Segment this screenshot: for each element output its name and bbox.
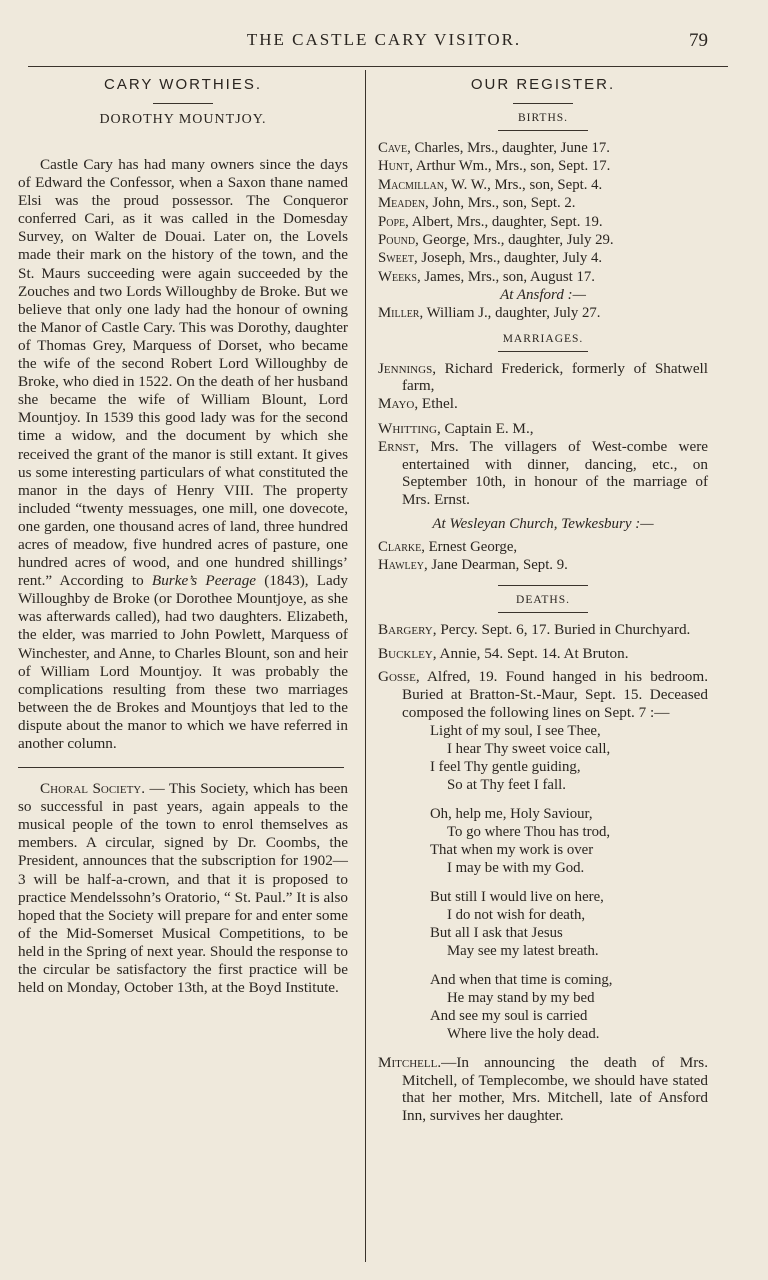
notice-title: Choral Society. <box>40 780 146 798</box>
list-item: Pound, George, Mrs., daughter, July 29. <box>378 232 614 249</box>
section-heading-cary-worthies: CARY WORTHIES. <box>103 76 263 93</box>
heading-rule <box>153 103 213 104</box>
list-item: Buckley, Annie, 54. Sept. 14. At Bruton. <box>378 644 629 662</box>
list-item: Whitting, Captain E. M., <box>378 420 534 438</box>
wesleyan-label: At Wesleyan Church, Tewkesbury :— <box>432 516 654 533</box>
section-heading-register: OUR REGISTER. <box>470 76 616 93</box>
list-item: Weeks, James, Mrs., son, August 17. <box>378 268 595 285</box>
list-item: Hawley, Jane Dearman, Sept. 9. <box>378 557 568 574</box>
births-list <box>378 139 708 286</box>
page-number: 79 <box>689 30 708 51</box>
list-item: Macmillan, W. W., Mrs., son, Sept. 4. <box>378 176 603 193</box>
list-item: Clarke, Ernest George, <box>378 539 518 556</box>
list-item: Jennings, Richard Frederick, formerly of Shatwell farm, <box>378 359 708 395</box>
list-item: Cave, Charles, Mrs., daughter, June 17. <box>378 140 610 156</box>
list-item: Hunt, Arthur Wm., Mrs., son, Sept. 17. <box>378 158 611 175</box>
left-column <box>18 76 348 997</box>
poem-stanza: But still I would live on here, I do not wish for death, But all I ask that Jesus May see my latest breath. <box>430 888 604 959</box>
marriages-heading: MARRIAGES. <box>502 332 584 345</box>
births-heading: BIRTHS. <box>517 112 569 124</box>
ansford-label: At Ansford :— <box>500 287 586 304</box>
list-item: Meaden, John, Mrs., son, Sept. 2. <box>378 195 576 212</box>
article-title: DOROTHY MOUNTJOY. <box>99 112 267 127</box>
poem-stanza: Light of my soul, I see Thee, I hear Thy sweet voice call, I feel Thy gentle guiding, So at Thy feet I fall. <box>430 722 611 793</box>
poem-stanza: And when that time is coming, He may stand by my bed And see my soul is carried Where live the holy dead. <box>430 971 613 1042</box>
choral-society-notice: Choral Society. — This Society, which has been so successful in past years, again appeals to the musical people of the town to enrol themselves as members. A circular, signed by Dr. Coombs, the President, announces that the subscription for 1902—3 will be half-a-crown, and that it is proposed to practice Mendelssohn’s Oratorio, “ St. Paul.” It is also hoped that the Society will prepare for and enter some of the Mid-Somerset Musical Competitions, to be held in the Spring of next year. Should the response to the circular be satisfactory the first practice will be held on Monday, October 13th, at the Boyd Institute. <box>18 780 348 997</box>
running-header: THE CASTLE CARY VISITOR. <box>246 30 522 49</box>
list-item: Miller, William J., daughter, July 27. <box>378 305 601 322</box>
marriages-rule <box>498 351 588 352</box>
section-separator <box>18 767 344 768</box>
list-item: Ernst, Mrs. The villagers of West-combe were entertained with dinner, dancing, etc., on September 10th, in honour of the marriage of Mrs. Ernst. <box>378 437 708 509</box>
right-column <box>378 76 708 1125</box>
list-item: Mayo, Ethel. <box>378 395 458 413</box>
mitchell-correction: Mitchell.—In announcing the death of Mrs. Mitchell, of Templecombe, we should have stated that her mother, Mrs. Mitchell, late of Ansford Inn, survives her daughter. <box>378 1053 708 1125</box>
list-item: Pope, Albert, Mrs., daughter, Sept. 19. <box>378 213 603 230</box>
column-divider <box>365 70 366 1262</box>
poem-stanza: Oh, help me, Holy Saviour, To go where Thou has trod, That when my work is over I may be with my God. <box>430 805 611 876</box>
heading-rule <box>513 103 573 104</box>
deaths-rule <box>498 612 588 613</box>
list-item: Gosse, Alfred, 19. Found hanged in his bedroom. Buried at Bratton-St.-Maur, Sept. 15. Deceased composed the following lines on Sept. 7 :— <box>378 668 708 722</box>
deaths-top-rule <box>498 585 588 586</box>
poem <box>378 722 708 1043</box>
deaths-heading: DEATHS. <box>516 593 570 606</box>
book-title: Burke’s Peerage <box>151 572 257 590</box>
births-rule <box>498 130 588 131</box>
header-rule <box>28 66 728 67</box>
list-item: Bargery, Percy. Sept. 6, 17. Buried in Churchyard. <box>378 620 691 638</box>
list-item: Sweet, Joseph, Mrs., daughter, July 4. <box>378 250 603 267</box>
article-body: Castle Cary has had many owners since the days of Edward the Confessor, when a Saxon thane named Elsi was the proud possessor. The Conqueror conferred Cari, as it was called in the Domesday Survey, on Walter de Douai. Later on, the Lovels made their mark on the history of the town, and the St. Maurs succeeding were again succeeded by the Zouches and two Lords Willoughby de Broke. But we believe that only one lady had the honour of owning the Manor of Castle Cary. This was Dorothy, daughter of Thomas Grey, Marquess of Dorset, who became the wife of the second Robert Lord Willoughby de Broke, who died in 1522. On the death of her husband she became the wife of William Blount, Lord Mountjoy. In 1539 this good lady was for the second time a widow, and the document by which she received the grant of the manor is still extant. It gives us some interesting particulars of what constituted the manor in the days of Henry VIII. The property included “twenty messuages, one mill, one dovecote, one garden, one thousand acres of land, three hundred acres of meadow, five hundred acres of pasture, one hundred acres of wood, and one hundred shillings’ rent.” According to Burke’s Peerage (1843), Lady Willoughby de Broke (or Dorothee Mountjoye, as she was afterwards called), had two daughters. Elizabeth, the elder, was married to John Powlett, Marquess of Winchester, and Anne, to Charles Blount, son and heir of William Lord Mountjoy. It was probably the complications resulting from these two marriages between the de Brokes and Mountjoys that led to the dispute about the manor to which we have referred in another column. <box>18 156 348 752</box>
